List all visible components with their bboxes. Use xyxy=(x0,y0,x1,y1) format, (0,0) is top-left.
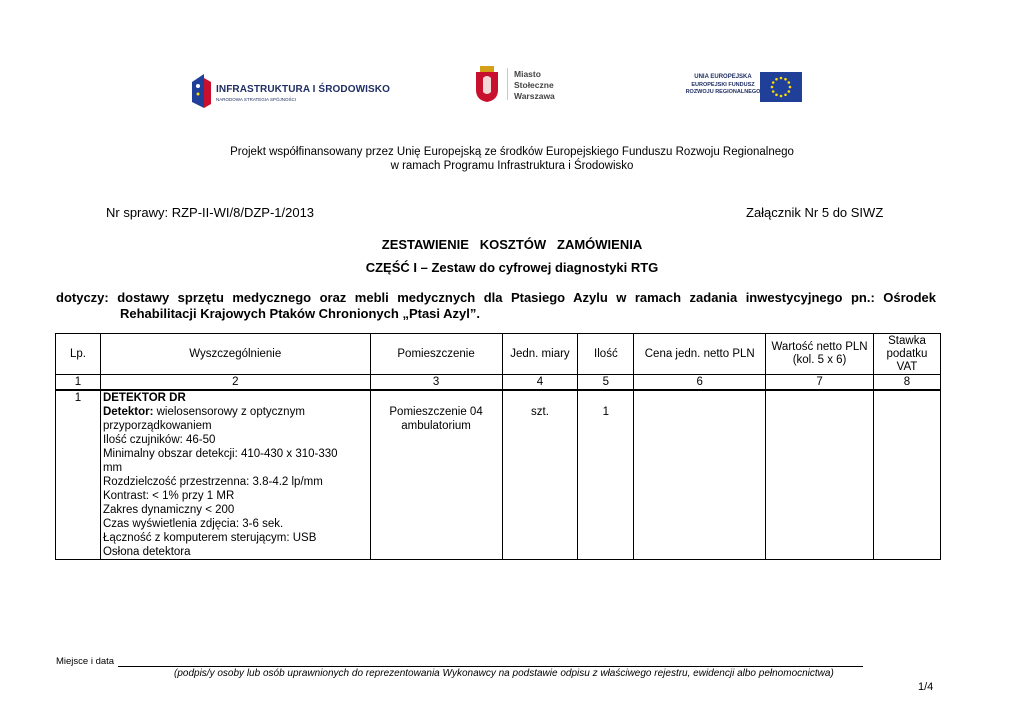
spec-line: Osłona detektora xyxy=(102,546,191,558)
eu-line2: EUROPEJSKI FUNDUSZ xyxy=(691,81,755,88)
document-title: ZESTAWIENIE KOSZTÓW ZAMÓWIENIA xyxy=(381,237,643,252)
column-number: 2 xyxy=(100,375,370,391)
column-number: 6 xyxy=(634,375,766,391)
item-title: DETEKTOR DR xyxy=(102,392,186,404)
warsaw-crest-icon xyxy=(474,66,500,102)
column-number: 4 xyxy=(502,375,578,391)
header-room: Pomieszczenie xyxy=(370,334,502,375)
table-header-row xyxy=(56,334,941,375)
table-row xyxy=(56,390,941,560)
header-qty: Ilość xyxy=(578,334,634,375)
row-unit-price-cell[interactable] xyxy=(634,390,766,560)
document-subtitle: CZĘŚĆ I – Zestaw do cyfrowej diagnostyki RTG xyxy=(365,260,659,275)
spec-line: mm xyxy=(102,462,123,474)
spec-line: Zakres dynamiczny < 200 xyxy=(102,504,235,516)
attachment-label: Załącznik Nr 5 do SIWZ xyxy=(746,205,884,220)
warsaw-line3: Warszawa xyxy=(514,91,555,101)
cofinancing-line2: w ramach Programu Infrastruktura i Środowisko xyxy=(390,160,634,172)
header-vat-line3: VAT xyxy=(896,360,918,373)
concerns-line2: Rehabilitacji Krajowych Ptaków Chronionych „Ptasi Azyl”. xyxy=(120,306,480,321)
ifs-logo-subtitle: NARODOWA STRATEGIA SPÓJNOŚCI xyxy=(216,97,297,102)
place-date-label: Miejsce i data xyxy=(56,656,115,667)
spec-line: Minimalny obszar detekcji: 410-430 x 310-330 xyxy=(102,448,338,460)
page-number: 1/4 xyxy=(918,681,934,693)
room-line1: Pomieszczenie 04 xyxy=(389,406,483,418)
warsaw-logo-text xyxy=(514,69,555,102)
ifs-logo-title: INFRASTRUKTURA I ŚRODOWISKO xyxy=(216,84,390,95)
header-net-value-line2: (kol. 5 x 6) xyxy=(792,354,847,366)
header-net-value-line1: Wartość netto PLN xyxy=(771,341,868,353)
column-number: 8 xyxy=(873,375,940,391)
eu-line3: ROZWOJU REGIONALNEGO xyxy=(685,89,761,95)
signature-line xyxy=(118,666,863,667)
spec-line: Kontrast: < 1% przy 1 MR xyxy=(102,490,235,502)
eu-flag-icon xyxy=(760,72,802,102)
infrastruktura-srodowisko-logo xyxy=(190,72,390,112)
header-unit-price: Cena jedn. netto PLN xyxy=(634,334,766,375)
cofinancing-line1: Projekt współfinansowany przez Unię Europejską ze środków Europejskiego Funduszu Rozwoju Regionalnego xyxy=(230,146,794,158)
header-net-value xyxy=(766,334,874,375)
column-number: 1 xyxy=(56,375,101,391)
row-room xyxy=(370,390,502,560)
header-lp: Lp. xyxy=(56,334,101,375)
header-vat-line2: podatku xyxy=(886,347,928,360)
concerns-line1: dotyczy: dostawy sprzętu medycznego oraz mebli medycznych dla Ptasiego Azylu w ramach zadania inwestycyjnego pn.: Ośrodek xyxy=(56,290,936,305)
spec-line: Czas wyświetlenia zdjęcia: 3-6 sek. xyxy=(102,518,284,530)
row-net-value-cell[interactable] xyxy=(766,390,874,560)
column-number: 3 xyxy=(370,375,502,391)
room-line2: ambulatorium xyxy=(401,420,471,432)
column-number: 5 xyxy=(578,375,634,391)
cofinancing-note xyxy=(0,145,1024,173)
cost-table xyxy=(55,333,941,560)
warszawa-logo xyxy=(474,66,574,106)
warsaw-line1: Miasto xyxy=(514,69,541,79)
ifs-emblem-icon xyxy=(190,72,212,110)
row-vat-cell[interactable] xyxy=(873,390,940,560)
spec-line: Łączność z komputerem sterującym: USB xyxy=(102,532,317,544)
header-spec: Wyszczególnienie xyxy=(100,334,370,375)
logo-separator xyxy=(507,68,508,100)
eu-line1: UNIA EUROPEJSKA xyxy=(694,74,752,80)
row-qty: 1 xyxy=(578,390,634,560)
detector-label: Detektor: xyxy=(102,406,154,418)
detector-text: wielosensorowy z optycznym xyxy=(153,406,305,418)
header-vat-line1: Stawka xyxy=(888,334,926,347)
spec-line: przyporządkowaniem xyxy=(102,420,212,432)
signature-note: (podpis/y osoby lub osób uprawnionych do reprezentowania Wykonawcy na podstawie odpisu z właściwego rejestru, ewidencji albo pełnomocnictwa) xyxy=(174,668,834,679)
spec-line: Rozdzielczość przestrzenna: 3.8-4.2 lp/mm xyxy=(102,476,323,488)
row-lp: 1 xyxy=(56,390,101,560)
spec-line: Ilość czujników: 46-50 xyxy=(102,434,216,446)
row-specification xyxy=(100,390,370,560)
detector-line xyxy=(103,405,368,419)
header-vat xyxy=(873,334,940,375)
header-unit: Jedn. miary xyxy=(502,334,578,375)
eu-logo xyxy=(676,68,806,108)
column-number: 7 xyxy=(766,375,874,391)
column-number-row xyxy=(56,375,941,391)
row-unit: szt. xyxy=(502,390,578,560)
warsaw-line2: Stołeczne xyxy=(514,80,554,90)
eu-logo-text xyxy=(684,74,762,97)
case-number: Nr sprawy: RZP-II-WI/8/DZP-1/2013 xyxy=(106,205,315,220)
